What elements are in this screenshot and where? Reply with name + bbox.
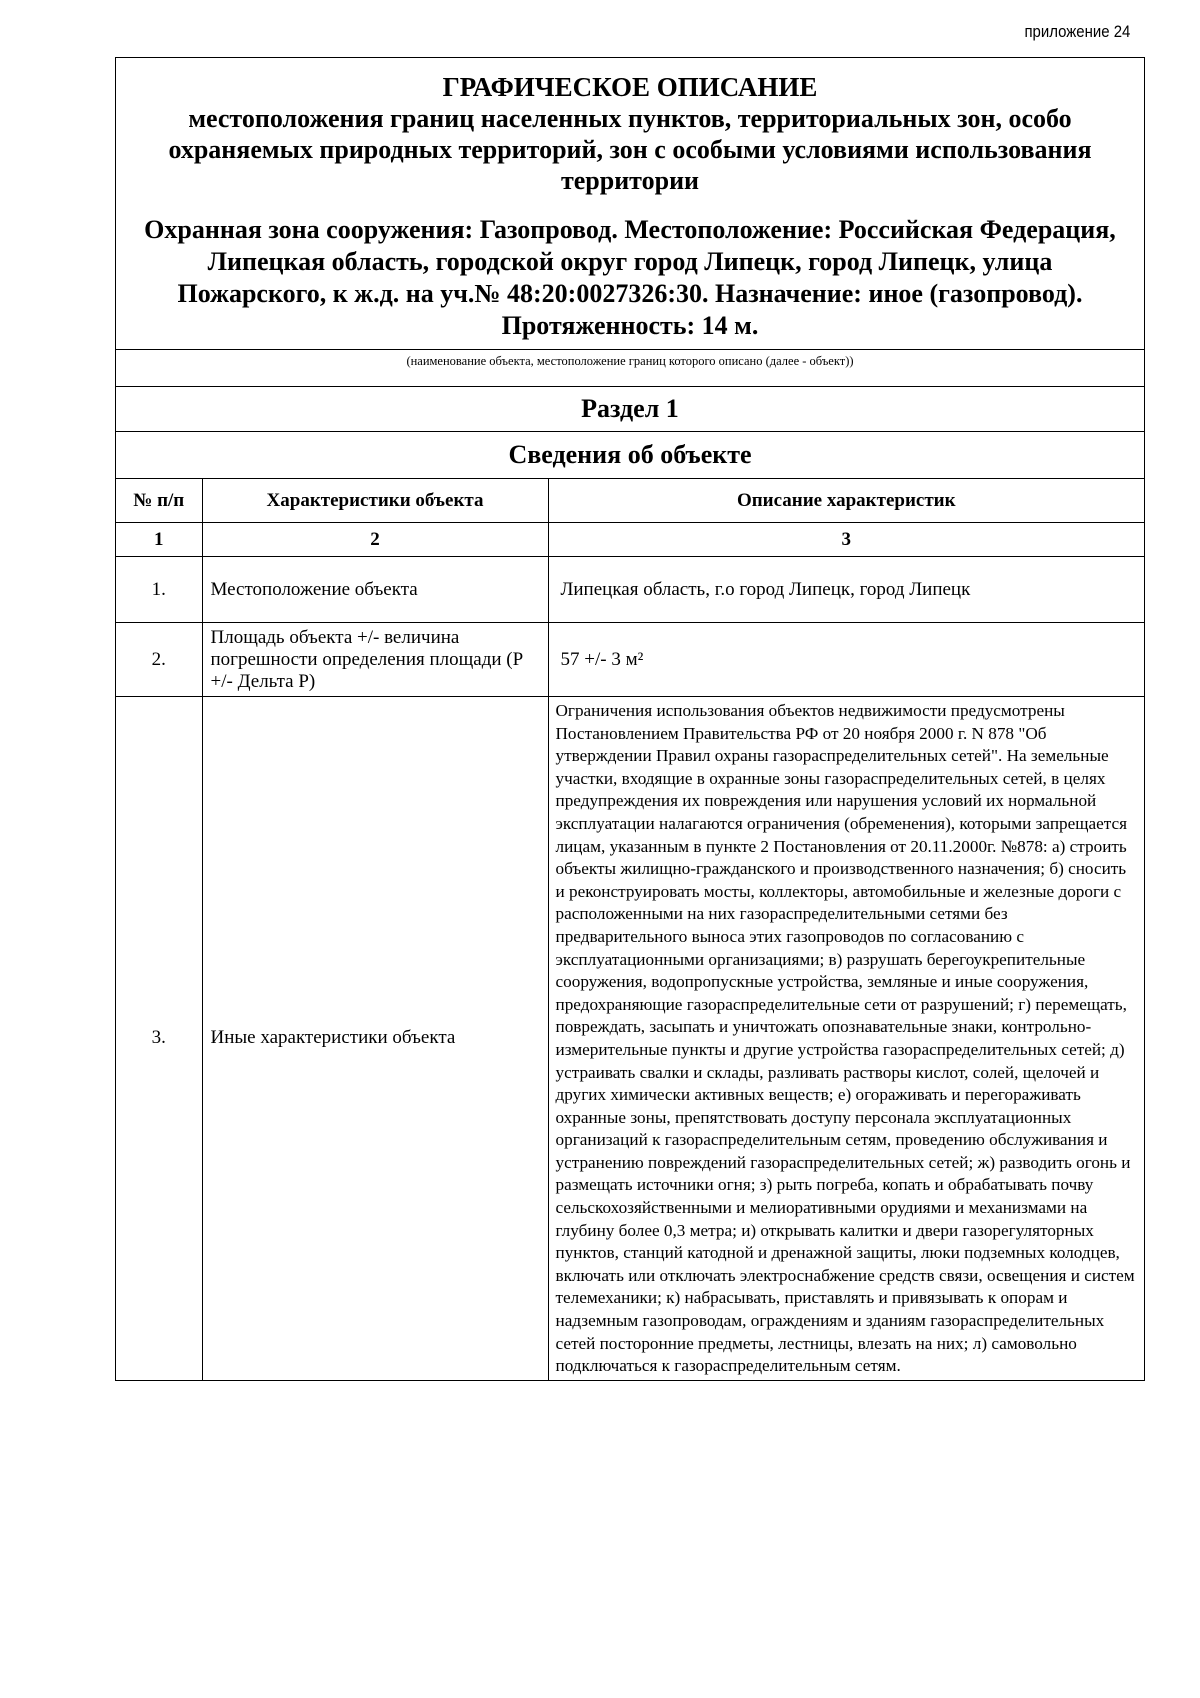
object-name: Охранная зона сооружения: Газопровод. Местоположение: Российская Федерация, Липецкая область, городской округ город Липецк, город Липецк, улица Пожарского, к ж.д. на уч.№ 48:20:0027326:30. Назначение: иное (газопровод). Протяженность: 14 м. — [144, 215, 1116, 340]
row-number: 2. — [116, 623, 202, 697]
row-number: 1. — [116, 557, 202, 623]
section-title: Сведения об объекте — [116, 432, 1144, 479]
table-row — [116, 623, 1144, 697]
row-description: Ограничения использования объектов недвижимости предусмотрены Постановлением Правительства РФ от 20 ноября 2000 г. N 878 "Об утверждении Правил охраны газораспределительных сетей". На земельные участки, входящие в охранные зоны газораспределительных сетей, в целях предупреждения их повреждения или нарушения условий их нормальной эксплуатации налагаются ограничения (обременения), которыми запрещается лицам, указанным в пункте 2 Постановления от 20.11.2000г. №878: а) строить объекты жилищно-гражданского и производственного назначения; б) сносить и реконструировать мосты, коллекторы, автомобильные и железные дороги с расположенными на них газораспределительными сетями без предварительного выноса этих газопроводов по согласованию с эксплуатационными организациями; в) разрушать берегоукрепительные сооружения, водопропускные устройства, земляные и иные сооружения, предохраняющие газораспределительные сети от разрушений; г) перемещать, повреждать, засыпать и уничтожать опознавательные знаки, контрольно-измерительные пункты и другие устройства газораспределительных сетей; д) устраивать свалки и склады, разливать растворы кислот, солей, щелочей и других химически активных веществ; е) огораживать и перегораживать охранные зоны, препятствовать доступу персонала эксплуатационных организаций к газораспределительным сетям, проведению обслуживания и устранению повреждений газораспределительных сетей; ж) разводить огонь и размещать источники огня; з) рыть погреба, копать и обрабатывать почву сельскохозяйственными и мелиоративными орудиями и механизмами на глубину более 0,3 метра; и) открывать калитки и двери газорегуляторных пунктов, станций катодной и дренажной защиты, люки подземных колодцев, включать или отключать электроснабжение средств связи, освещения и систем телемеханики; к) набрасывать, приставлять и привязывать к опорам и надземным газопроводам, ограждениям и зданиям газораспределительных сетей посторонние предметы, лестницы, влезать на них; л) самовольно подключаться к газораспределительным сетям. — [548, 697, 1144, 1380]
document-frame — [115, 57, 1145, 1381]
column-header-characteristic: Характеристики объекта — [202, 479, 548, 523]
section-number: Раздел 1 — [116, 387, 1144, 432]
column-header-number: № п/п — [116, 479, 202, 523]
table-header-row — [116, 479, 1144, 523]
row-number: 3. — [116, 697, 202, 1380]
object-caption: (наименование объекта, местоположение границ которого описано (далее - объект)) — [116, 350, 1144, 387]
annex-label: приложение 24 — [1024, 22, 1130, 41]
table-row — [116, 557, 1144, 623]
document-title: ГРАФИЧЕСКОЕ ОПИСАНИЕ — [442, 72, 818, 102]
row-characteristic: Местоположение объекта — [202, 557, 548, 623]
column-number: 1 — [116, 523, 202, 557]
row-description: 57 +/- 3 м² — [548, 623, 1144, 697]
document-subtitle: местоположения границ населенных пунктов, территориальных зон, особо охраняемых природных территорий, зон с особыми условиями использования территории — [168, 104, 1092, 195]
header-block — [116, 58, 1144, 350]
object-info-table — [116, 479, 1144, 1380]
column-header-description: Описание характеристик — [548, 479, 1144, 523]
table-row — [116, 697, 1144, 1380]
table-column-numbers-row — [116, 523, 1144, 557]
row-characteristic: Площадь объекта +/- величина погрешности определения площади (Р +/- Дельта Р) — [202, 623, 548, 697]
row-description: Липецкая область, г.о город Липецк, город Липецк — [548, 557, 1144, 623]
column-number: 3 — [548, 523, 1144, 557]
row-characteristic: Иные характеристики объекта — [202, 697, 548, 1380]
column-number: 2 — [202, 523, 548, 557]
